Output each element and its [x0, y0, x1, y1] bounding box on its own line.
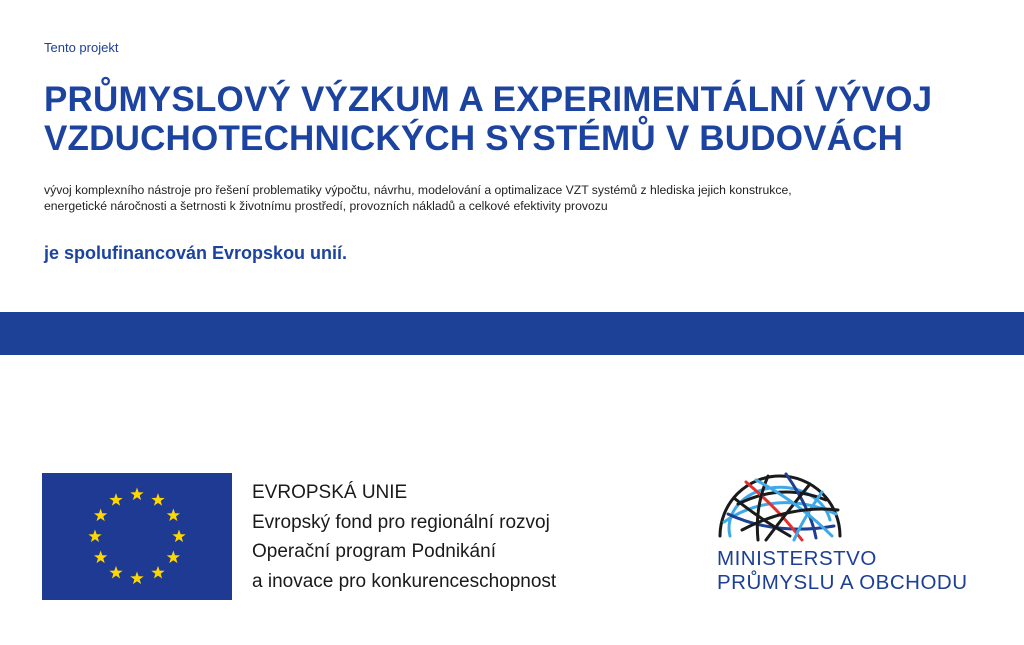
project-title-line-2: VZDUCHOTECHNICKÝCH SYSTÉMŮ V BUDOVÁCH — [44, 119, 904, 158]
project-description-line-1: vývoj komplexního nástroje pro řešení problematiky výpočtu, návrhu, modelování a optimalizace VZT systémů z hlediska jejich konstrukce, — [44, 183, 792, 197]
eu-flag-icon — [42, 473, 232, 600]
project-description — [44, 182, 1004, 214]
ministry-name — [717, 547, 968, 595]
eu-line-union: EVROPSKÁ UNIE — [252, 482, 408, 503]
eu-line-programme: Operační program Podnikání — [252, 541, 496, 562]
eu-star-icon — [130, 488, 143, 501]
eu-star-icon — [94, 551, 107, 564]
eu-star-icon — [109, 566, 122, 579]
project-intro: Tento projekt — [44, 40, 119, 55]
eu-star-icon — [172, 530, 185, 543]
mpo-globe-icon — [716, 470, 844, 544]
ministry-name-line-1: MINISTERSTVO — [717, 547, 877, 570]
eu-line-fund: Evropský fond pro regionální rozvoj — [252, 511, 550, 533]
project-description-line-2: energetické náročnosti a šetrnosti k životnímu prostředí, provozních nákladů a celkové efektivity provozu — [44, 199, 608, 213]
eu-programme-text — [252, 478, 556, 596]
eu-star-icon — [151, 566, 164, 579]
ministry-name-line-2: PRŮMYSLU A OBCHODU — [717, 571, 968, 594]
eu-star-icon — [151, 493, 164, 506]
eu-star-icon — [94, 509, 107, 522]
eu-flag-stars — [42, 473, 232, 600]
eu-line-innovation: a inovace pro konkurenceschopnost — [252, 570, 557, 592]
eu-star-icon — [88, 530, 101, 543]
cofunding-statement: je spolufinancován Evropskou unií. — [44, 243, 348, 263]
project-title-line-1: PRŮMYSLOVÝ VÝZKUM A EXPERIMENTÁLNÍ VÝVOJ — [44, 80, 933, 119]
eu-star-icon — [130, 572, 143, 585]
eu-star-icon — [167, 509, 180, 522]
eu-star-icon — [109, 493, 122, 506]
project-title — [44, 80, 932, 158]
eu-star-icon — [167, 551, 180, 564]
blue-divider-band — [0, 312, 1024, 355]
mpo-globe-graphic — [716, 470, 844, 544]
